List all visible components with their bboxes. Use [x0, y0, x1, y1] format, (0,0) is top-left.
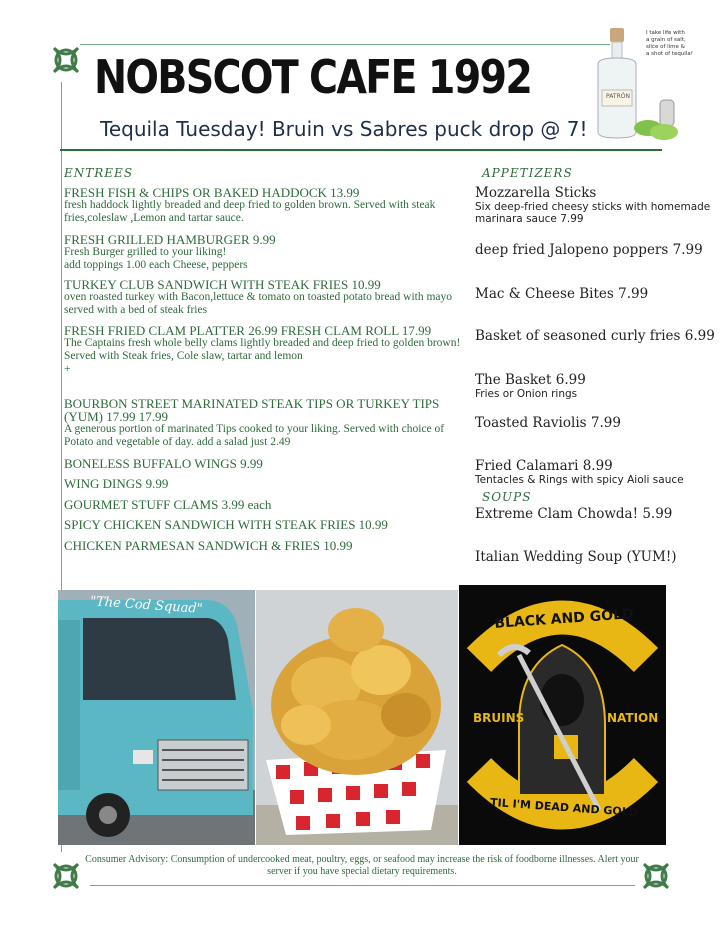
entree-name: GOURMET STUFF CLAMS 3.99 each: [64, 497, 272, 512]
promo-line: a shot of tequila!: [646, 51, 693, 57]
promo-quote: [646, 30, 708, 58]
frame-bottom-line: [90, 885, 635, 886]
entree-name: WING DINGS 9.99: [64, 476, 169, 491]
entree-desc: Fresh Burger grilled to your liking! add toppings 1.00 each Cheese, peppers: [64, 246, 248, 271]
entree-name: TURKEY CLUB SANDWICH WITH STEAK FRIES 10.99: [64, 277, 381, 292]
logo-bottom-text: TIL I'M DEAD AND GOLD: [489, 795, 639, 820]
entree-item: [64, 518, 464, 531]
appetizer-item: [475, 372, 724, 400]
entree-item: [64, 186, 464, 225]
promo-line: a grain of salt,: [646, 37, 686, 43]
soup-name: Extreme Clam Chowda! 5.99: [475, 506, 673, 522]
logo-top-text: BLACK AND GOLD: [493, 606, 635, 632]
appetizer-desc: Fries or Onion rings: [475, 388, 578, 400]
entree-item: [64, 324, 464, 376]
appetizer-item: [475, 458, 724, 486]
header-divider: [60, 149, 662, 151]
entree-name: FRESH FISH & CHIPS OR BAKED HADDOCK 13.99: [64, 185, 360, 200]
logo-right-text: NATION: [607, 711, 659, 725]
soup-item: [475, 549, 724, 565]
appetizer-name: deep fried Jalopeno poppers 7.99: [475, 242, 703, 258]
bruins-logo-image: [459, 585, 666, 845]
entree-item: [64, 498, 464, 511]
appetizer-name: Mac & Cheese Bites 7.99: [475, 286, 649, 302]
entree-name: CHICKEN PARMESAN SANDWICH & FRIES 10.99: [64, 538, 353, 553]
soups-heading: soups: [482, 486, 532, 506]
page-title: NOBSCOT CAFE 1992: [94, 50, 532, 104]
entree-desc: The Captains fresh whole belly clams lightly breaded and deep fried to golden brown! Served with Steak fries, Cole slaw, tartar and lemon +: [64, 337, 461, 375]
appetizer-name: Mozzarella Sticks: [475, 185, 597, 201]
entree-item: [64, 477, 464, 490]
consumer-advisory: Consumer Advisory: Consumption of undercooked meat, poultry, eggs, or seafood may increase the risk of foodborne illnesses. Alert your server if you have special dietary requirements.: [85, 854, 639, 877]
appetizer-item: [475, 242, 724, 258]
appetizer-name: Basket of seasoned curly fries 6.99: [475, 328, 715, 344]
appetizer-item: [475, 185, 724, 225]
appetizer-desc: [475, 201, 724, 225]
entree-item: [64, 457, 464, 470]
entree-name: BOURBON STREET MARINATED STEAK TIPS OR TURKEY TIPS (YUM) 17.99 17.99: [64, 396, 440, 424]
entree-item: [64, 539, 464, 552]
appetizer-name: The Basket 6.99: [475, 372, 586, 388]
promo-line: slice of lime &: [646, 44, 685, 50]
celtic-knot-top-left-icon: [46, 40, 86, 80]
food-truck-icon: [58, 590, 255, 845]
entree-name: FRESH FRIED CLAM PLATTER 26.99 FRESH CLAM ROLL 17.99: [64, 323, 432, 338]
soup-item: [475, 506, 724, 522]
food-truck-photo: [58, 590, 255, 845]
entree-name: SPICY CHICKEN SANDWICH WITH STEAK FRIES 10.99: [64, 517, 388, 532]
entree-name: BONELESS BUFFALO WINGS 9.99: [64, 456, 263, 471]
promo-label: PATRÓN: [606, 93, 630, 100]
appetizer-name: Toasted Raviolis 7.99: [475, 415, 621, 431]
appetizer-desc-text: Six deep-fried cheesy sticks with homemade marinara sauce 7.99: [475, 201, 711, 225]
entree-item: [64, 233, 464, 272]
page-subtitle: Tequila Tuesday! Bruin vs Sabres puck drop @ 7!: [100, 117, 588, 141]
appetizer-desc: Tentacles & Rings with spicy Aioli sauce: [475, 474, 684, 486]
logo-left-text: BRUINS: [473, 711, 525, 725]
frame-top-line: [80, 44, 610, 45]
entree-desc: oven roasted turkey with Bacon,lettuce & tomato on toasted potato bread with mayo served with a bed of steak fries: [64, 291, 453, 316]
entree-name: FRESH GRILLED HAMBURGER 9.99: [64, 232, 276, 247]
appetizers-heading: appetizers: [482, 162, 573, 182]
appetizer-item: [475, 328, 724, 344]
entree-item: [64, 397, 464, 449]
appetizer-name: Fried Calamari 8.99: [475, 458, 613, 474]
fried-clams-photo: [256, 590, 458, 845]
entree-item: [64, 278, 464, 317]
entree-desc: fresh haddock lightly breaded and deep fried to golden brown. Served with steak fries,coleslaw ,Lemon and tartar sauce.: [64, 199, 436, 224]
appetizer-item: [475, 286, 724, 302]
soup-name: Italian Wedding Soup (YUM!): [475, 549, 677, 565]
appetizer-item: [475, 415, 724, 431]
truck-sign: "The Cod Squad": [89, 594, 204, 617]
entree-desc: A generous portion of marinated Tips cooked to your liking. Served with choice of Potato and vegetable of day. add a salad just 2.49: [64, 423, 445, 448]
promo-line: I take life with: [646, 30, 685, 36]
entrees-heading: entrees: [64, 162, 134, 182]
tequila-promo-image: [588, 24, 710, 152]
fried-clams-icon: [256, 590, 458, 845]
